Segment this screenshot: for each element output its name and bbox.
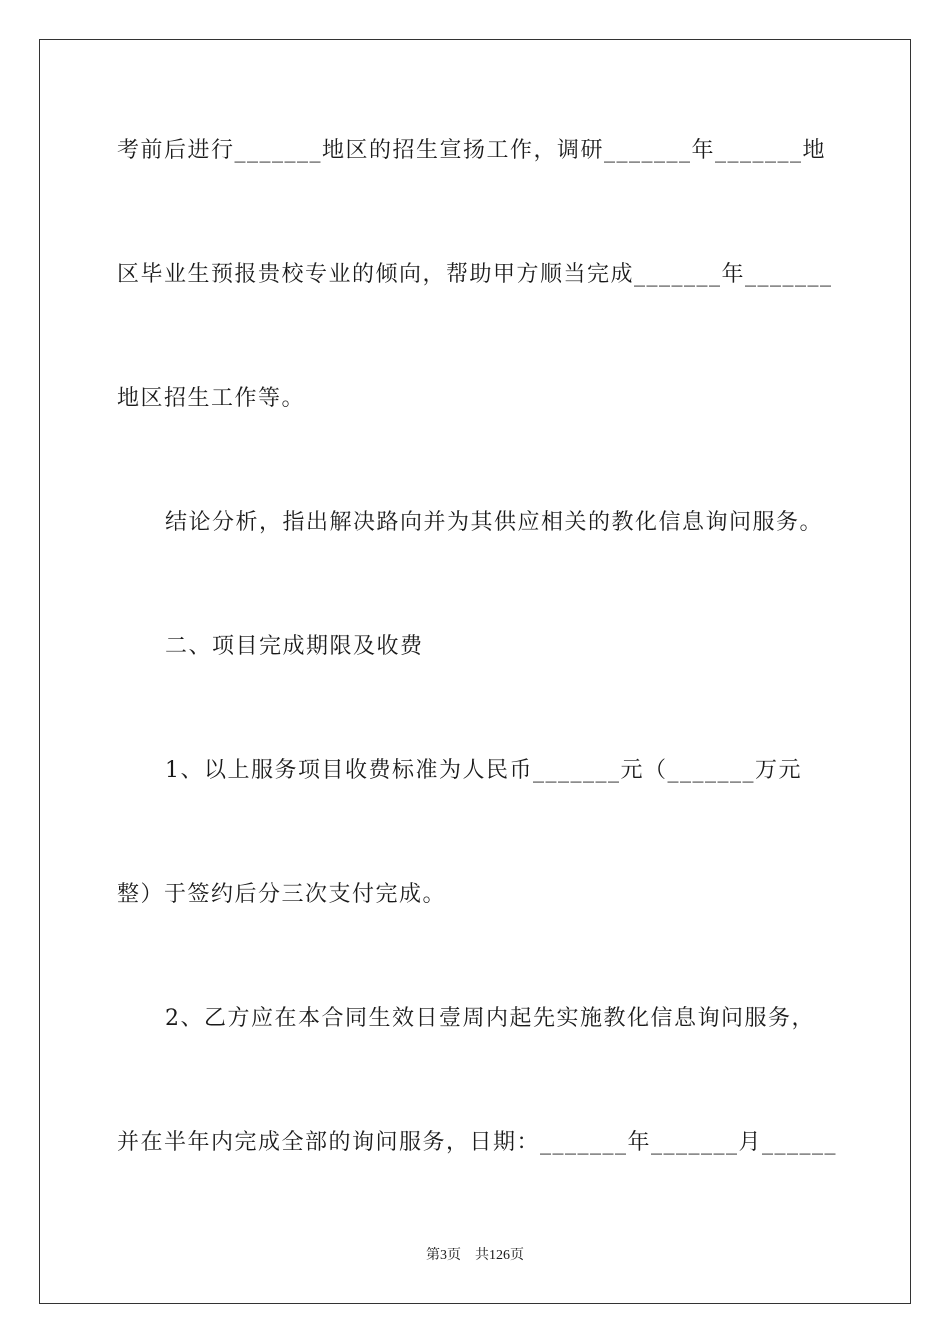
text-line-4: 结论分析，指出解决路向并为其供应相关的教化信息询问服务。 [165, 510, 824, 535]
text-line-7: 整）于签约后分三次支付完成。 [117, 882, 447, 907]
section-heading: 二、项目完成期限及收费 [165, 634, 424, 659]
text-line-1: 考前后进行_______地区的招生宣扬工作，调研_______年_______地 [117, 138, 827, 163]
text-line-8: 2、乙方应在本合同生效日壹周内起先实施教化信息询问服务， [165, 1006, 815, 1031]
page-number-footer: 第3页 共126页 [426, 1248, 524, 1263]
text-line-2: 区毕业生预报贵校专业的倾向，帮助甲方顺当完成_______年_______ [117, 262, 833, 287]
text-line-3: 地区招生工作等。 [117, 386, 306, 411]
page-border [39, 39, 911, 1304]
text-line-9: 并在半年内完成全部的询问服务，日期：_______年_______月______ [117, 1130, 838, 1155]
text-line-6: 1、以上服务项目收费标准为人民币_______元（_______万元 [165, 758, 802, 783]
